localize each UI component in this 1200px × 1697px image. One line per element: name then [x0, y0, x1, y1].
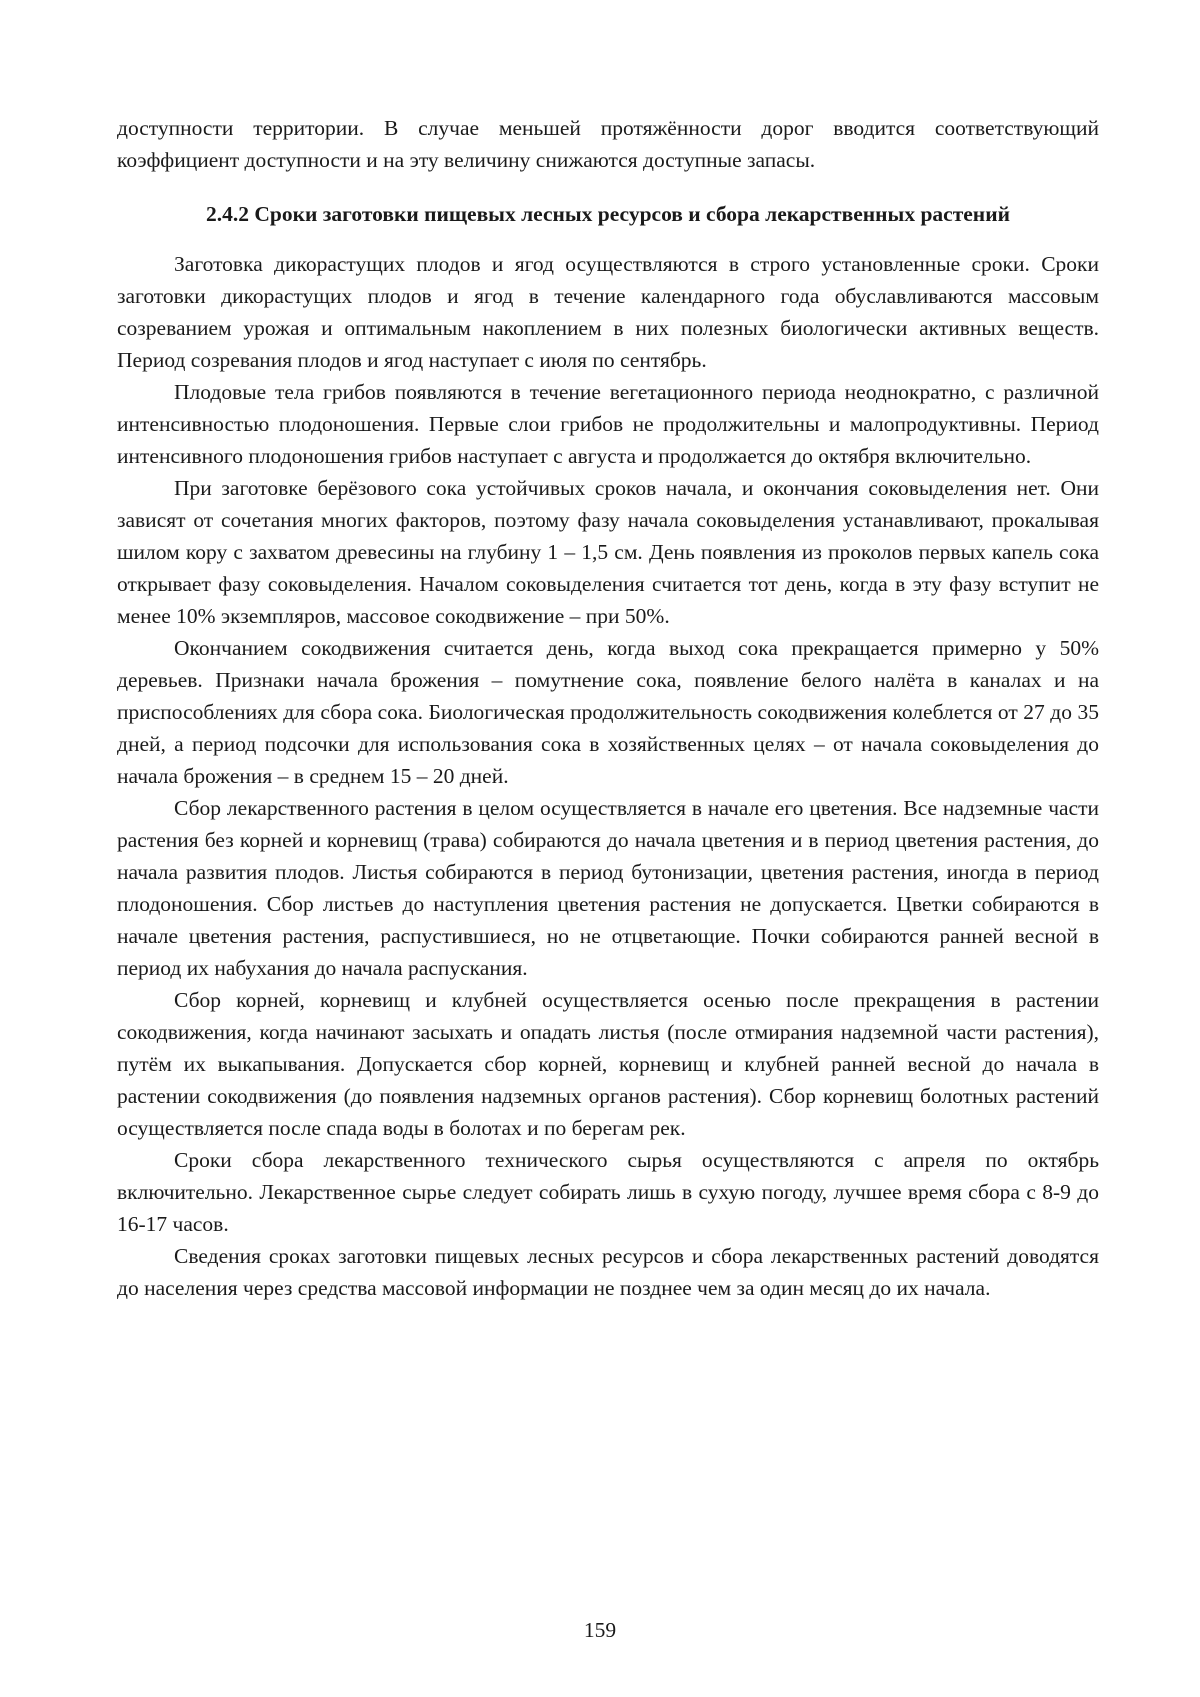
intro-paragraph: доступности территории. В случае меньшей протяжённости дорог вводится соответствующий коэффициент доступности и на эту величину снижаются доступные запасы.: [117, 116, 1099, 172]
paragraph-birch-sap-start: При заготовке берёзового сока устойчивых сроков начала, и окончания соковыделения нет. Они зависят от сочетания многих факторов, поэтому фазу начала соковыделения устанавливают, прокалывая шилом кору с захватом древесины на глубину 1 – 1,5 см. День появления из проколов первых капель сока открывает фазу соковыделения. Началом соковыделения считается тот день, когда в эту фазу вступит не менее 10% экземпляров, массовое сокодвижение – при 50%.: [117, 476, 1099, 628]
page-number: 159: [583, 1618, 617, 1642]
paragraph-birch-sap-end: Окончанием сокодвижения считается день, когда выход сока прекращается примерно у 50% деревьев. Признаки начала брожения – помутнение сока, появление белого налёта в каналах и на приспособлениях для сбора сока. Биологическая продолжительность сокодвижения колеблется от 27 до 35 дней, а период подсочки для использования сока в хозяйственных целях – от начала соковыделения до начала брожения – в среднем 15 – 20 дней.: [117, 636, 1099, 788]
paragraph-medicinal-plants: Сбор лекарственного растения в целом осуществляется в начале его цветения. Все надземные части растения без корней и корневищ (трава) собираются до начала цветения и в период цветения растения, до начала развития плодов. Листья собираются в период бутонизации, цветения растения, иногда в период плодоношения. Сбор листьев до наступления цветения растения не допускается. Цветки собираются в начале цветения растения, распустившиеся, но не отцветающие. Почки собираются ранней весной в период их набухания до начала распускания.: [117, 796, 1099, 980]
paragraph-roots-rhizomes: Сбор корней, корневищ и клубней осуществляется осенью после прекращения в растении сокодвижения, когда начинают засыхать и опадать листья (после отмирания надземной части растения), путём их выкапывания. Допускается сбор корней, корневищ и клубней ранней весной до начала в растении сокодвижения (до появления надземных органов растения). Сбор корневищ болотных растений осуществляется после спада воды в болотах и по берегам рек.: [117, 988, 1099, 1140]
section-heading: 2.4.2 Сроки заготовки пищевых лесных ресурсов и сбора лекарственных растений: [206, 202, 1010, 226]
paragraph-fruit-berry-harvest: Заготовка дикорастущих плодов и ягод осуществляются в строго установленные сроки. Сроки заготовки дикорастущих плодов и ягод в течение календарного года обуславливаются массовым созреванием урожая и оптимальным накоплением в них полезных биологически активных веществ. Период созревания плодов и ягод наступает с июля по сентябрь.: [117, 252, 1099, 372]
paragraph-collection-period: Сроки сбора лекарственного технического сырья осуществляются с апреля по октябрь включительно. Лекарственное сырье следует собирать лишь в сухую погоду, лучшее время сбора с 8-9 до 16-17 часов.: [117, 1148, 1099, 1236]
paragraph-mushrooms: Плодовые тела грибов появляются в течение вегетационного периода неоднократно, с различной интенсивностью плодоношения. Первые слои грибов не продолжительны и малопродуктивны. Период интенсивного плодоношения грибов наступает с августа и продолжается до октября включительно.: [117, 380, 1099, 468]
page-content: [117, 112, 1099, 1304]
paragraph-public-notice: Сведения сроках заготовки пищевых лесных ресурсов и сбора лекарственных растений доводятся до населения через средства массовой информации не позднее чем за один месяц до их начала.: [117, 1244, 1099, 1300]
